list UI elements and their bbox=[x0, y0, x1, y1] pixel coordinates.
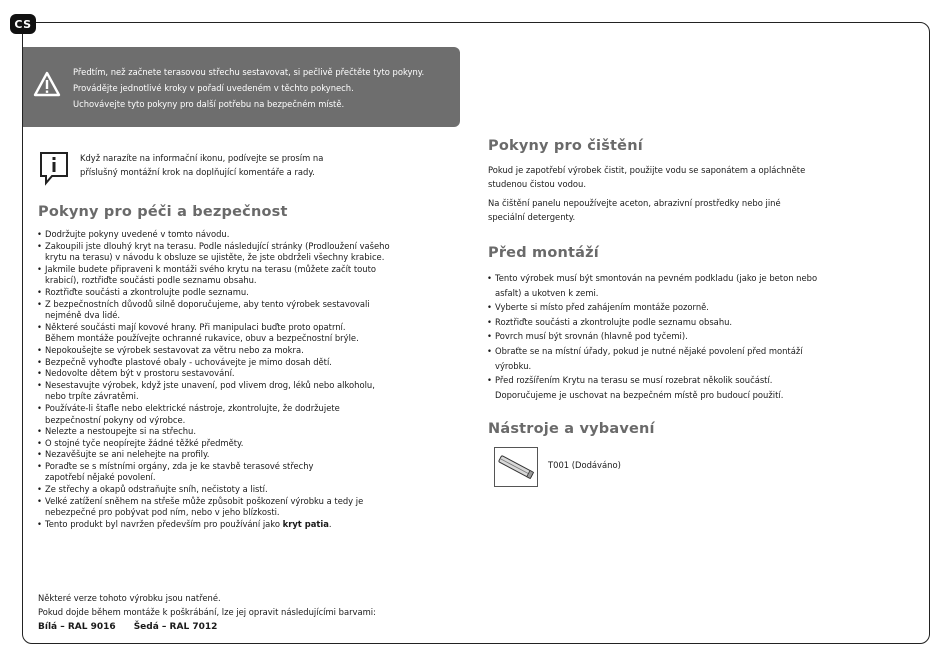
tool-item-box bbox=[494, 447, 538, 487]
list-item-bold-text: kryt patia bbox=[282, 518, 329, 529]
list-item: • Jakmile budete připraveni k montáži svého krytu na terasu (můžete začít touto bbox=[37, 264, 390, 276]
list-item: • Používáte-li štafle nebo elektrické nástroje, zkontrolujte, že dodržujete bbox=[37, 403, 390, 415]
list-item-text: . bbox=[328, 518, 332, 529]
list-item: bezpečnostní pokyny od výrobce. bbox=[45, 414, 186, 425]
info-line: Když narazíte na informační ikonu, podívejte se prosím na bbox=[80, 153, 324, 163]
list-item: • Z bezpečnostních důvodů silně doporučujeme, aby tento výrobek sestavovali bbox=[37, 299, 390, 311]
warning-box bbox=[23, 47, 460, 127]
paint-note-line: Pokud dojde během montáže k poškrábání, lze jej opravit následujícími barvami: bbox=[38, 607, 376, 617]
info-line: příslušný montážní krok na doplňující komentáře a rady. bbox=[80, 167, 315, 177]
before-assembly-list bbox=[487, 271, 817, 402]
list-item: Během montáže používejte ochranné rukavice, obuv a bezpečnostní brýle. bbox=[45, 333, 359, 344]
paint-note-line: Některé verze tohoto výrobku jsou natřené. bbox=[38, 593, 221, 603]
list-item: • Tento výrobek musí být smontován na pevném podkladu (jako je beton nebo bbox=[487, 271, 817, 286]
list-item: krabicí), roztřiďte součásti podle seznamu obsahu. bbox=[45, 275, 257, 286]
tool-item-label: T001 (Dodáváno) bbox=[548, 460, 621, 470]
paint-note bbox=[38, 591, 376, 619]
list-item: • Nelezte a nestoupejte si na střechu. bbox=[37, 426, 390, 438]
cleaning-paragraph-1 bbox=[488, 163, 805, 191]
cleaning-paragraph-2 bbox=[488, 196, 781, 224]
list-item: nejméně dva lidé. bbox=[45, 310, 121, 321]
list-item: zapotřebí nějaké povolení. bbox=[45, 472, 156, 483]
paint-colors bbox=[38, 622, 217, 632]
list-item: • Povrch musí být srovnán (hlavně pod tyčemi). bbox=[487, 329, 817, 344]
list-item: • O stojné tyče neopírejte žádné těžké předměty. bbox=[37, 438, 390, 450]
list-item: • Vyberte si místo před zahájením montáže pozorně. bbox=[487, 300, 817, 315]
list-item: • Obraťte se na místní úřady, pokud je nutné nějaké povolení před montáží bbox=[487, 344, 817, 359]
list-item: • Velké zatížení sněhem na střeše může způsobit poškození výrobku a tedy je bbox=[37, 496, 390, 508]
rod-icon bbox=[495, 448, 537, 486]
cleaning-line: Na čištění panelu nepoužívejte aceton, abrazivní prostředky nebo jiné bbox=[488, 198, 781, 208]
care-list bbox=[37, 229, 390, 530]
language-badge: CS bbox=[10, 14, 36, 34]
list-item: asfalt) a ukotven k zemi. bbox=[495, 287, 599, 298]
color-white: Bílá – RAL 9016 bbox=[38, 622, 116, 632]
list-item: nebezpečné pro pobývat pod ním, nebo v jeho blízkosti. bbox=[45, 507, 280, 518]
list-item: • Dodržujte pokyny uvedené v tomto návodu. bbox=[37, 229, 390, 241]
warning-line: Předtím, než začnete terasovou střechu sestavovat, si pečlivě přečtěte tyto pokyny. bbox=[73, 67, 425, 77]
info-text bbox=[80, 151, 323, 179]
care-heading: Pokyny pro péči a bezpečnost bbox=[38, 204, 288, 220]
list-item-text: Tento produkt byl navržen především pro používání jako bbox=[45, 518, 283, 529]
list-item: nebo trpíte závratěmi. bbox=[45, 391, 139, 402]
info-icon bbox=[38, 150, 70, 186]
list-item: krytu na terasu) v návodu k obsluze se ujistěte, že jste obdrželi všechny krabice. bbox=[45, 252, 385, 263]
list-item: • Některé součásti mají kovové hrany. Při manipulaci buďte proto opatrní. bbox=[37, 322, 390, 334]
list-item: • Nedovolte dětem být v prostoru sestavování. bbox=[37, 368, 390, 380]
list-item: • Nepokoušejte se výrobek sestavovat za větru nebo za mokra. bbox=[37, 345, 390, 357]
cleaning-heading: Pokyny pro čištění bbox=[488, 138, 643, 154]
warning-text bbox=[73, 64, 424, 112]
list-item: • Bezpečně vyhoďte plastové obaly - uchovávejte je mimo dosah dětí. bbox=[37, 357, 390, 369]
warning-triangle-icon bbox=[33, 71, 61, 97]
list-item: • Ze střechy a okapů odstraňujte sníh, nečistoty a listí. bbox=[37, 484, 390, 496]
list-item: • Před rozšířením Krytu na terasu se musí rozebrat několik součástí. bbox=[487, 373, 817, 388]
list-item: výrobku. bbox=[495, 360, 532, 371]
list-item: Doporučujeme je uschovat na bezpečném místě pro budoucí použití. bbox=[495, 389, 784, 400]
list-item: • Roztřiďte součásti a zkontrolujte podle seznamu. bbox=[37, 287, 390, 299]
color-grey: Šedá – RAL 7012 bbox=[133, 622, 218, 632]
list-item: • Roztřiďte součásti a zkontrolujte podle seznamu obsahu. bbox=[487, 315, 817, 330]
list-item bbox=[37, 519, 390, 531]
warning-line: Uchovávejte tyto pokyny pro další potřebu na bezpečném místě. bbox=[73, 99, 345, 109]
before-assembly-heading: Před montáží bbox=[488, 245, 599, 261]
list-item: • Zakoupili jste dlouhý kryt na terasu. Podle následující stránky (Prodloužení vašeho bbox=[37, 241, 390, 253]
list-item: • Nezavěšujte se ani nelehejte na profily. bbox=[37, 449, 390, 461]
cleaning-line: speciální detergenty. bbox=[488, 212, 576, 222]
warning-line: Provádějte jednotlivé kroky v pořadí uvedeném v těchto pokynech. bbox=[73, 83, 354, 93]
cleaning-line: Pokud je zapotřebí výrobek čistit, použijte vodu se saponátem a opláchněte bbox=[488, 165, 806, 175]
list-item: • Poraďte se s místními orgány, zda je ke stavbě terasové střechy bbox=[37, 461, 390, 473]
cleaning-line: studenou čistou vodou. bbox=[488, 179, 586, 189]
list-item: • Nesestavujte výrobek, když jste unavení, pod vlivem drog, léků nebo alkoholu, bbox=[37, 380, 390, 392]
tools-heading: Nástroje a vybavení bbox=[488, 421, 655, 437]
